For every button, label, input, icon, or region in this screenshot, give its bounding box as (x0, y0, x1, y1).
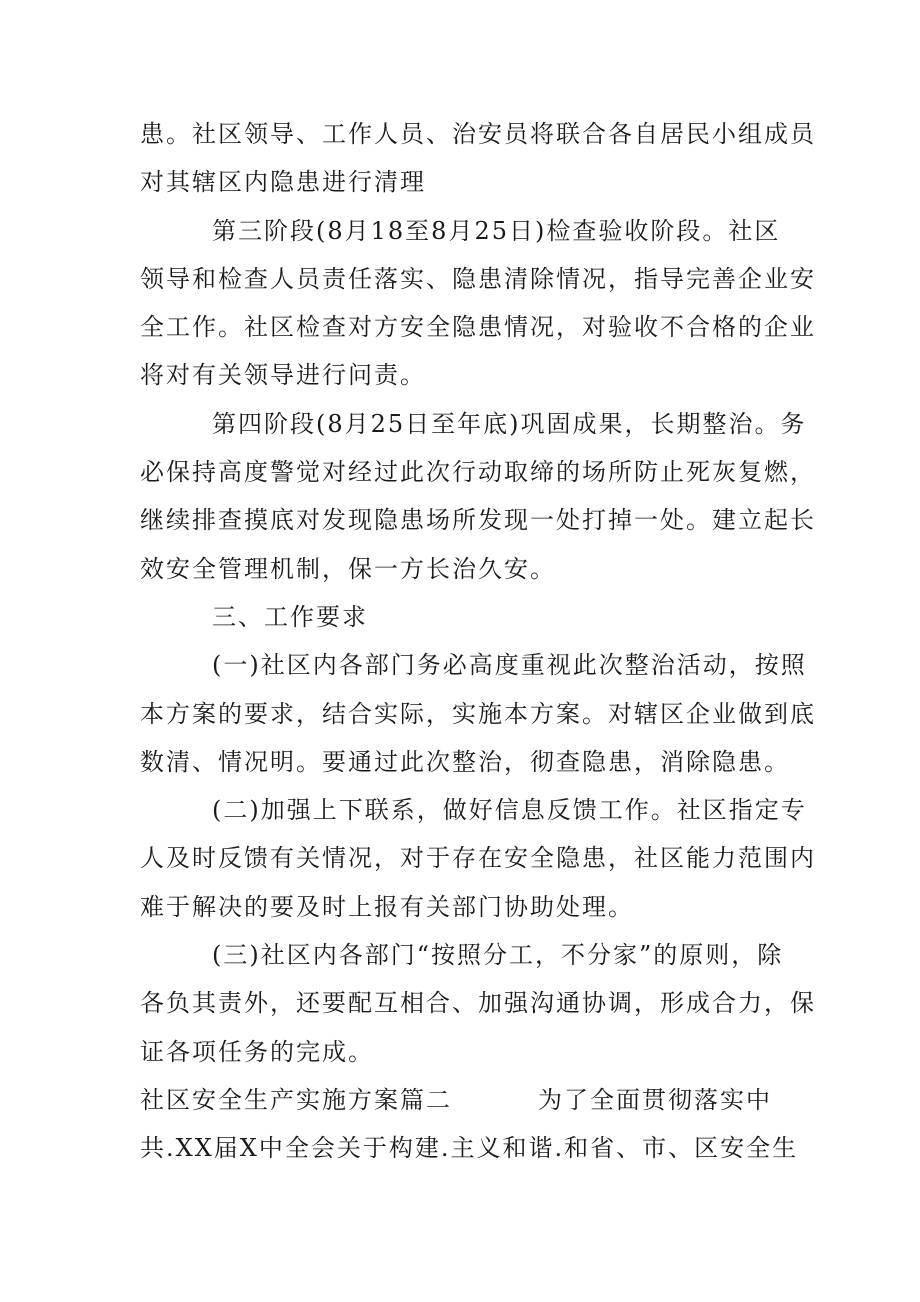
section2-second-line: 共.XX届X中全会关于构建.主义和谐.和省、市、区安全生 (140, 1134, 799, 1163)
paragraph-line: 将对有关领导进行问责。 (140, 361, 426, 390)
paragraph-line: 必保持高度警觉对经过此次行动取缔的场所防止死灰复燃， (140, 458, 816, 487)
paragraph-line: 本方案的要求，结合实际，实施本方案。对辖区企业做到底 (140, 699, 816, 728)
paragraph-line: 效安全管理机制，保一方长治久安。 (140, 554, 556, 583)
paragraph-line: 数清、情况明。要通过此次整治，彻查隐患，消除隐患。 (140, 747, 790, 776)
section-heading: 三、工作要求 (212, 602, 368, 631)
section2-first-line (140, 1076, 790, 1124)
paragraph-line: 对其辖区内隐患进行清理 (140, 168, 426, 197)
paragraph-line: 患。社区领导、工作人员、治安员将联合各自居民小组成员 (140, 120, 816, 148)
paragraph-line: 证各项任务的完成。 (140, 1037, 374, 1066)
paragraph-line: (二)加强上下联系，做好信息反馈工作。社区指定专 (212, 796, 807, 825)
document-body (140, 110, 816, 1173)
paragraph-line: (三)社区内各部门“按照分工，不分家”的原则，除 (212, 941, 784, 970)
paragraph-line: 各负其责外，还要配互相合、加强沟通协调，形成合力，保 (140, 989, 816, 1018)
paragraph-line: 人及时反馈有关情况，对于存在安全隐患，社区能力范围内 (140, 844, 816, 873)
paragraph-line: 难于解决的要及时上报有关部门协助处理。 (140, 892, 634, 921)
section2-first-line-rest: 为了全面贯彻落实中 (538, 1085, 772, 1114)
paragraph-line: 领导和检查人员责任落实、隐患清除情况，指导完善企业安 (140, 264, 816, 293)
paragraph-line: 继续排查摸底对发现隐患场所发现一处打掉一处。建立起长 (140, 506, 816, 535)
paragraph-line: 全工作。社区检查对方安全隐患情况，对验收不合格的企业 (140, 313, 816, 342)
section2-title: 社区安全生产实施方案篇二 (140, 1085, 452, 1114)
paragraph-line: (一)社区内各部门务必高度重视此次整治活动，按照 (212, 651, 807, 680)
paragraph-line: 第四阶段(8月25日至年底)巩固成果，长期整治。务 (212, 409, 807, 438)
paragraph-line: 第三阶段(8月18至8月25日)检查验收阶段。社区 (212, 216, 781, 245)
